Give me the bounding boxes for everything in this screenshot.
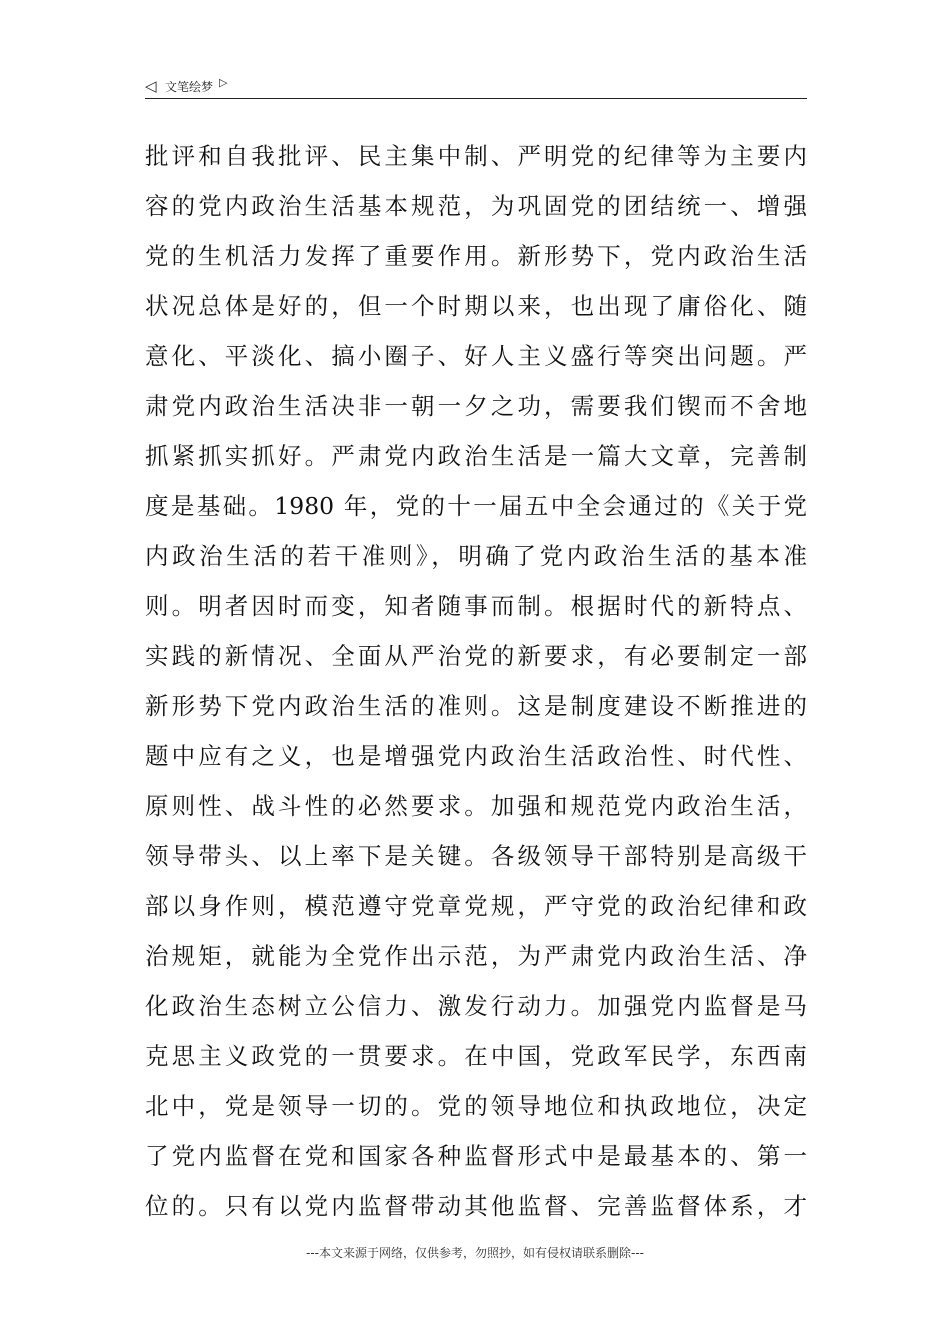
text-line: 则。明者因时而变，知者随事而制。根据时代的新特点、 bbox=[145, 592, 807, 620]
text-line: 克思主义政党的一贯要求。在中国，党政军民学，东西南 bbox=[145, 1042, 807, 1070]
text-line: 了党内监督在党和国家各种监督形式中是最基本的、第一 bbox=[145, 1142, 807, 1170]
text-line: 部以身作则，模范遵守党章党规，严守党的政治纪律和政 bbox=[145, 892, 807, 920]
page-header bbox=[145, 74, 807, 99]
text-line: 位的。只有以党内监督带动其他监督、完善监督体系，才 bbox=[145, 1192, 807, 1220]
text-line: 北中，党是领导一切的。党的领导地位和执政地位，决定 bbox=[145, 1092, 807, 1120]
text-line: 内政治生活的若干准则》，明确了党内政治生活的基本准 bbox=[145, 542, 807, 570]
text-line: 新形势下党内政治生活的准则。这是制度建设不断推进的 bbox=[145, 692, 807, 720]
text-line: 原则性、战斗性的必然要求。加强和规范党内政治生活， bbox=[145, 792, 807, 820]
text-line: 抓紧抓实抓好。严肃党内政治生活是一篇大文章，完善制 bbox=[145, 442, 807, 470]
left-triangle-icon: ◁ bbox=[145, 77, 157, 95]
text-line: 状况总体是好的，但一个时期以来，也出现了庸俗化、随 bbox=[145, 292, 807, 320]
footer-disclaimer: ---本文来源于网络，仅供参考，勿照抄，如有侵权请联系删除--- bbox=[306, 1246, 644, 1260]
right-triangle-icon: ▷ bbox=[219, 76, 228, 89]
header-brand: 文笔绘梦 bbox=[165, 79, 214, 94]
text-line: 实践的新情况、全面从严治党的新要求，有必要制定一部 bbox=[145, 642, 807, 670]
text-line: 领导带头、以上率下是关键。各级领导干部特别是高级干 bbox=[145, 842, 807, 870]
text-line: 题中应有之义，也是增强党内政治生活政治性、时代性、 bbox=[145, 742, 807, 770]
body-paragraph bbox=[145, 131, 807, 1231]
text-line: 化政治生态树立公信力、激发行动力。加强党内监督是马 bbox=[145, 992, 807, 1020]
text-line: 治规矩，就能为全党作出示范，为严肃党内政治生活、净 bbox=[145, 942, 807, 970]
text-line: 意化、平淡化、搞小圈子、好人主义盛行等突出问题。严 bbox=[145, 342, 807, 370]
text-line: 批评和自我批评、民主集中制、严明党的纪律等为主要内 bbox=[145, 142, 807, 170]
text-line: 容的党内政治生活基本规范，为巩固党的团结统一、增强 bbox=[145, 192, 807, 220]
text-line: 肃党内政治生活决非一朝一夕之功，需要我们锲而不舍地 bbox=[145, 392, 807, 420]
text-line: 党的生机活力发挥了重要作用。新形势下，党内政治生活 bbox=[145, 242, 807, 270]
text-line: 度是基础。1980 年，党的十一届五中全会通过的《关于党 bbox=[145, 492, 807, 520]
